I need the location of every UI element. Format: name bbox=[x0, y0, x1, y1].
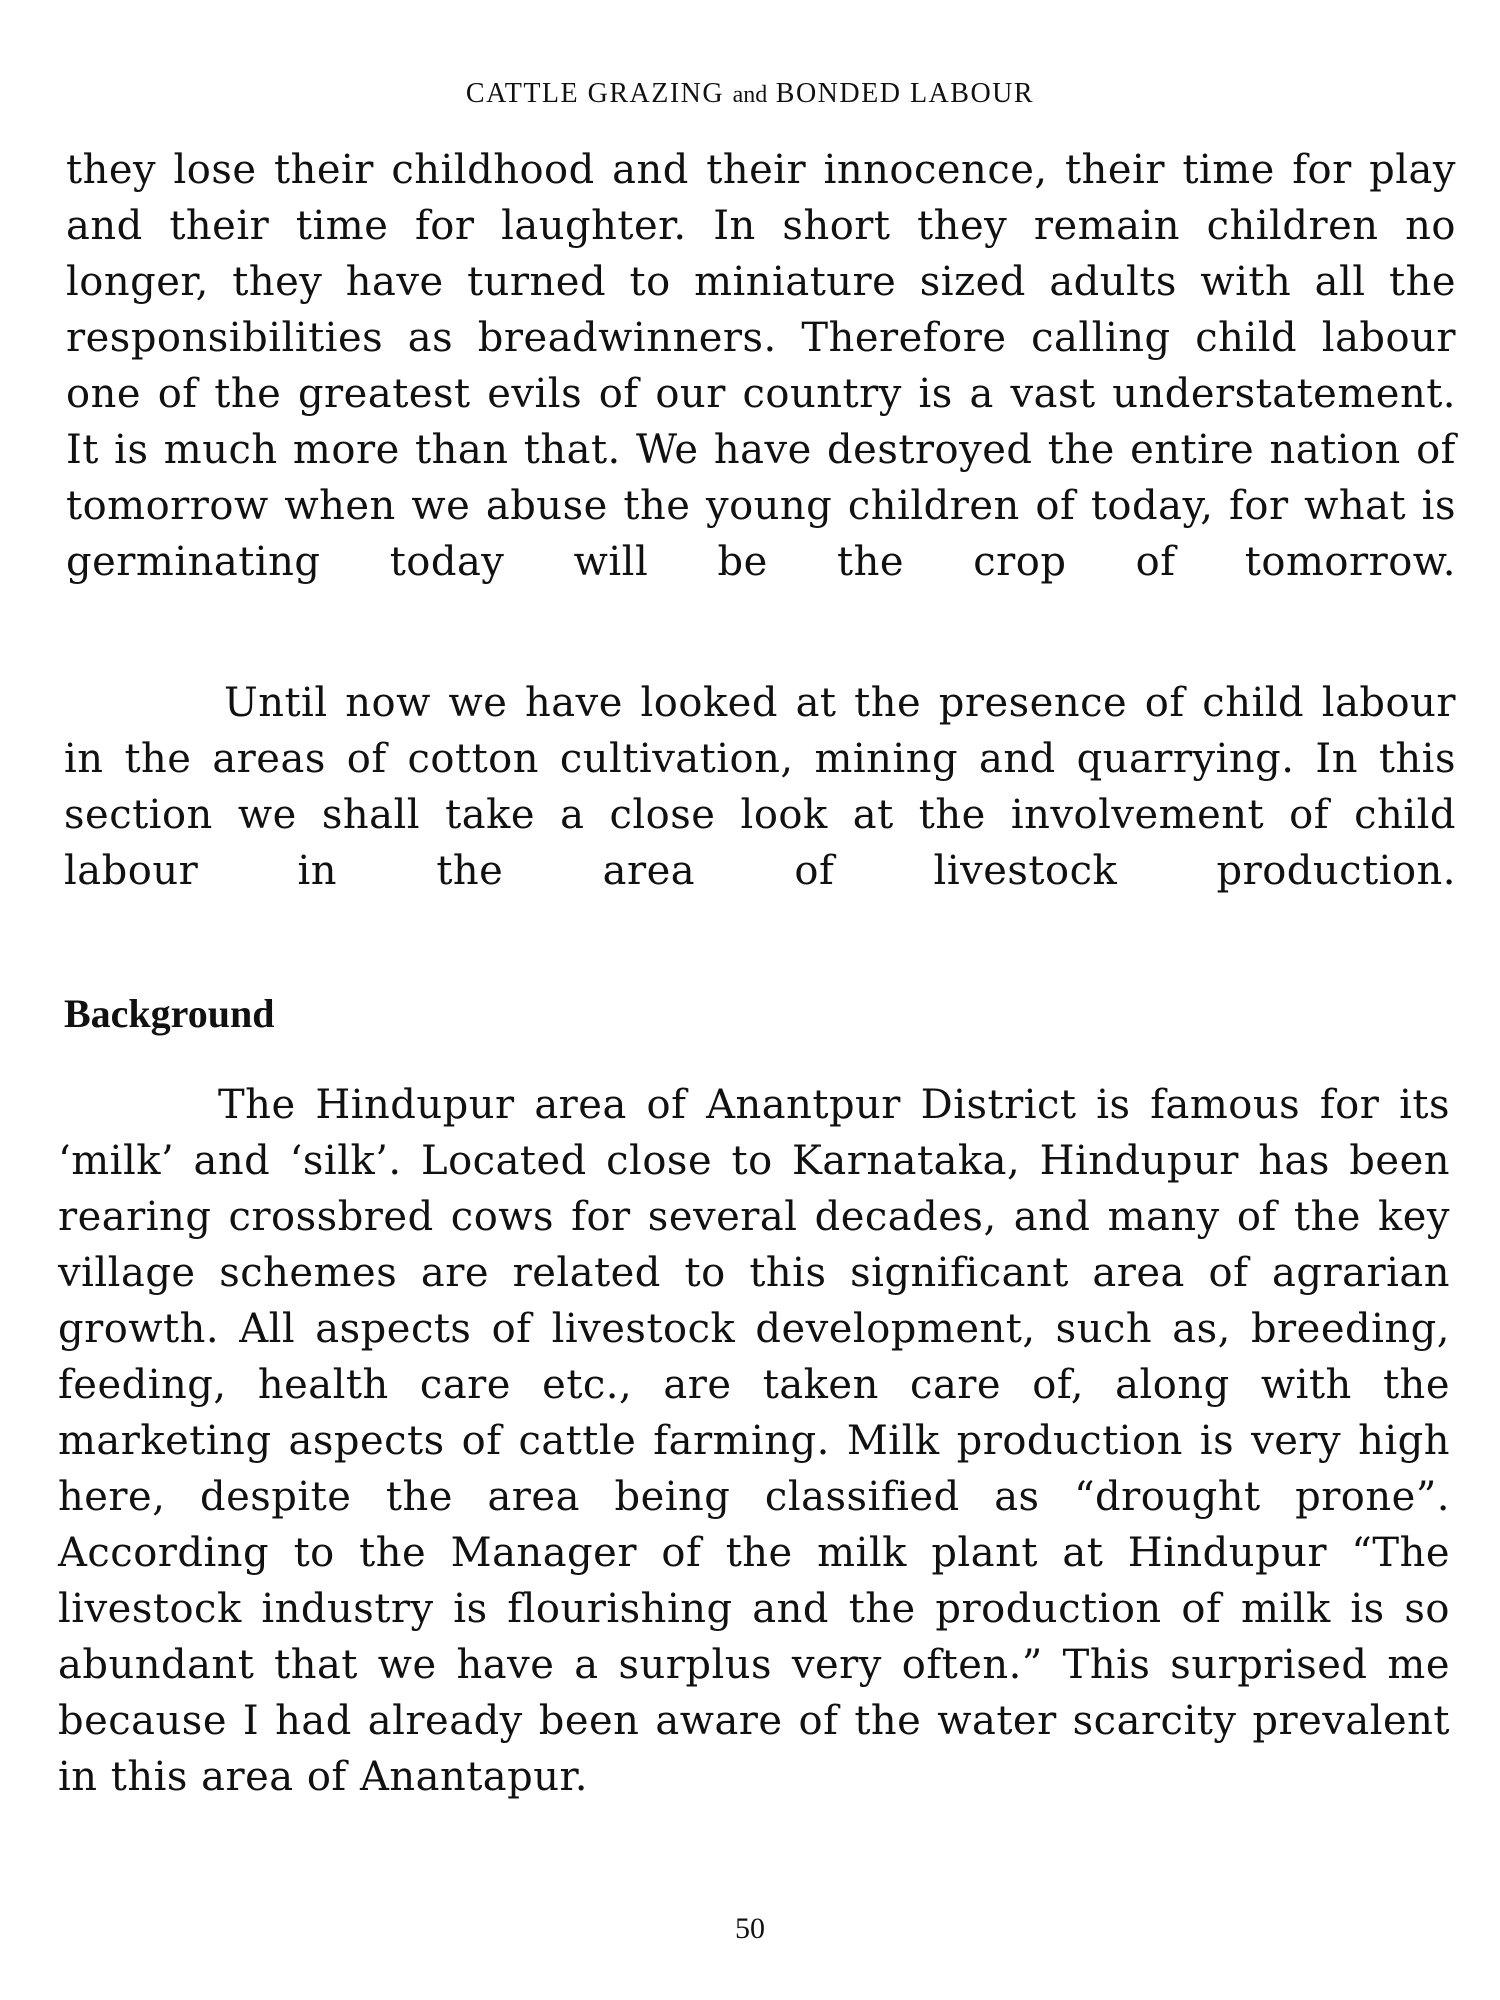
running-header-title-part2: BONDED LABOUR bbox=[775, 78, 1035, 109]
paragraph-section-intro: Until now we have looked at the presence of child labour in the areas of cotton cultivation, mining and quarrying. In this section we shall take a close look at the involvement of child labour in the area of livestock production. bbox=[64, 680, 1456, 894]
section-heading-background: Background bbox=[64, 991, 275, 1036]
paragraph-hindupur-background: The Hindupur area of Anantpur District is famous for its ‘milk’ and ‘silk’. Located close to Karnataka, Hindupur has been rearing crossbred cows for several decades, and many of the key village schemes are related to this significant area of agrarian growth. All aspects of livestock development, such as, breeding, feeding, health care etc., are taken care of, along with the marketing aspects of cattle farming. Milk production is very high here, despite the area being classified as “drought prone”. According to the Manager of the milk plant at Hindupur “The livestock industry is flourishing and the production of milk is so abundant that we have a surplus very often.” This surprised me because I had already been aware of the water scarcity prevalent in this area of Anantapur. bbox=[58, 1082, 1450, 1800]
running-header-conjunction: and bbox=[732, 82, 768, 108]
page-number: 50 bbox=[735, 1912, 765, 1945]
running-header bbox=[0, 78, 1500, 110]
running-header-title-part1: CATTLE GRAZING bbox=[465, 78, 725, 109]
paragraph-childhood-lost: they lose their childhood and their innocence, their time for play and their time for laughter. In short they remain children no longer, they have turned to miniature sized adults with all the responsibilities as breadwinners. Therefore calling child labour one of the greatest evils of our country is a vast understatement. It is much more than that. We have destroyed the entire nation of tomorrow when we abuse the young children of today, for what is germinating today will be the crop of tomorrow. bbox=[66, 147, 1456, 585]
